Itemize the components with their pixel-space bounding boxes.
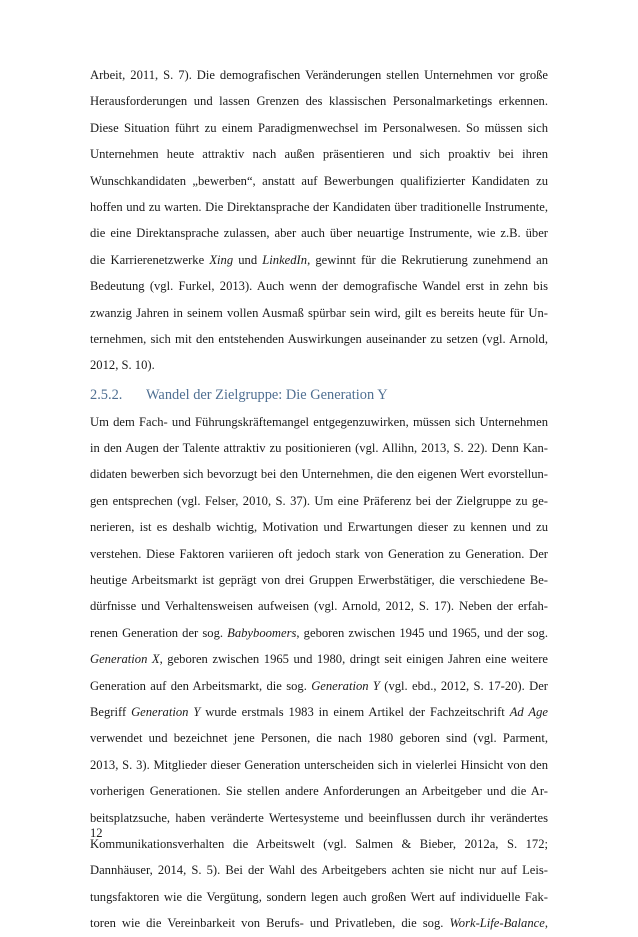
text-line: 2013, S. 3). Mitglieder dieser Generation unterscheiden sich in vielerlei Hinsicht von den (90, 757, 548, 772)
text-line: gen entsprechen (vgl. Felser, 2010, S. 37). Um eine Präferenz bei der Zielgruppe zu ge- (90, 493, 548, 508)
text-line: dürfnisse und Verhaltensweisen aufweisen (vgl. Arnold, 2012, S. 17). Neben der erfah- (90, 599, 548, 614)
text-line: Bedeutung (vgl. Furkel, 2013). Auch wenn der demografische Wandel erst in zehn bis (90, 279, 548, 294)
text-line: beitsplatzsuche, haben veränderte Wertesysteme und beeinflussen durch ihr verändertes (90, 810, 548, 825)
text-line: Arbeit, 2011, S. 7). Die demografischen Veränderungen stellen Unternehmen vor große (90, 68, 548, 82)
section-heading (90, 381, 548, 409)
text-line: ternehmen, sich mit den entstehenden Auswirkungen auseinander zu setzen (vgl. Arnold, (90, 331, 548, 346)
text-line: Unternehmen heute attraktiv nach außen präsentieren und sich proaktiv bei ihren (90, 147, 548, 162)
paragraph-generation-y (90, 409, 548, 937)
text-line: 2012, S. 10). (90, 358, 155, 373)
text-line: Herausforderungen und lassen Grenzen des klassischen Personalmarketings erkennen. (90, 94, 548, 109)
text-line: vorherigen Generationen. Sie stellen andere Anforderungen an Arbeitgeber und die Ar- (90, 784, 548, 799)
section-number: 2.5.2. (90, 386, 123, 403)
text-line: toren wie die Vereinbarkeit von Berufs- und Privatleben, die sog. Work-Life-Balance, (90, 916, 548, 931)
text-line: heutige Arbeitsmarkt ist geprägt von drei Gruppen Erwerbstätiger, die verschiedene Be- (90, 573, 548, 588)
section-title: Wandel der Zielgruppe: Die Generation Y (146, 386, 388, 403)
text-line: hoffen und zu warten. Die Direktansprache der Kandidaten über traditionelle Instrumente, (90, 199, 548, 214)
text-line: renen Generation der sog. Babyboomers, geboren zwischen 1945 und 1965, und der sog. (90, 625, 548, 640)
text-line: didaten bewerben sich bevorzugt bei den Unternehmen, die den eigenen Wert evorstellun- (90, 467, 548, 482)
text-line: Kommunikationsverhalten die Arbeitswelt (vgl. Salmen & Bieber, 2012a, S. 172; (90, 836, 548, 851)
text-line: Dannhäuser, 2014, S. 5). Bei der Wahl des Arbeitgebers achten sie nicht nur auf Leis- (90, 863, 548, 878)
paragraph-demografie (90, 62, 548, 379)
text-line: Wunschkandidaten „bewerben“, anstatt auf Bewerbungen qualifizierter Kandidaten zu (90, 173, 548, 188)
page-number: 12 (90, 826, 103, 840)
text-line: verwendet und bezeichnet jene Personen, die nach 1980 geboren sind (vgl. Parment, (90, 731, 548, 746)
text-line: Generation auf den Arbeitsmarkt, die sog. Generation Y (vgl. ebd., 2012, S. 17-20). Der (90, 678, 548, 693)
text-line: Um dem Fach- und Führungskräftemangel entgegenzuwirken, müssen sich Unternehmen (90, 414, 548, 429)
text-line: Generation X, geboren zwischen 1965 und 1980, dringt seit einigen Jahren eine weitere (90, 652, 548, 667)
text-line: die eine Direktansprache zulassen, aber auch über neuartige Instrumente, wie z.B. über (90, 226, 548, 241)
text-line: in den Augen der Talente attraktiv zu positionieren (vgl. Allihn, 2013, S. 22). Denn Kan- (90, 441, 548, 456)
text-line: nerieren, ist es deshalb wichtig, Motivation und Erwartungen dieser zu kennen und zu (90, 520, 548, 535)
text-line: tungsfaktoren wie die Vergütung, sondern legen auch großen Wert auf individuelle Fak- (90, 889, 548, 904)
text-line: zwanzig Jahren in seinem vollen Ausmaß spürbar sein wird, gilt es bereits heute für Un- (90, 305, 548, 320)
text-line: die Karrierenetzwerke Xing und LinkedIn, gewinnt für die Rekrutierung zunehmend an (90, 252, 548, 267)
text-line: verstehen. Diese Faktoren variieren oft jedoch stark von Generation zu Generation. Der (90, 546, 548, 561)
document-page (90, 62, 548, 937)
text-line: Begriff Generation Y wurde erstmals 1983 in einem Artikel der Fachzeitschrift Ad Age (90, 704, 548, 719)
text-line: Diese Situation führt zu einem Paradigmenwechsel im Personalwesen. So müssen sich (90, 120, 548, 135)
